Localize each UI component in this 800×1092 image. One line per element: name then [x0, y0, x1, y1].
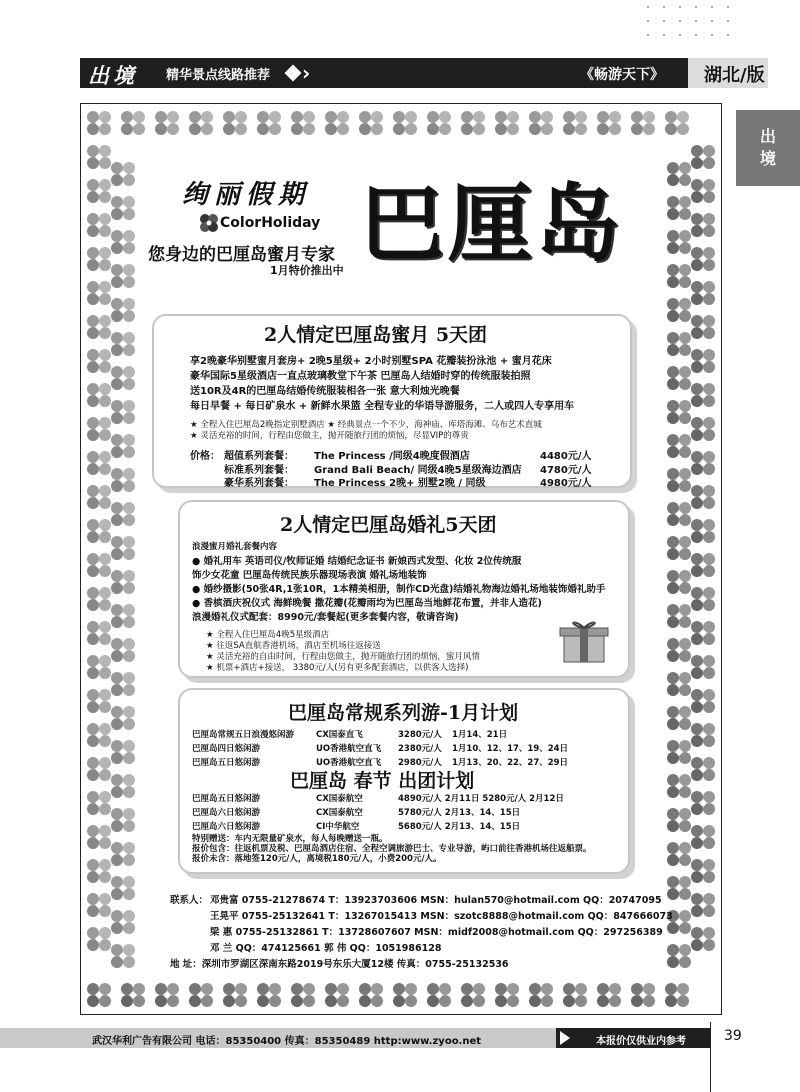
fine-print: 报价包含：往返机票及税、巴厘岛酒店住宿、全程空调旅游巴士、专业导游，屿口前往香港机场往返船票。 [192, 844, 592, 854]
flower-ornament-icon [110, 637, 136, 663]
flower-ornament-icon [86, 654, 112, 680]
flower-ornament-icon [690, 926, 716, 952]
flower-ornament-icon [222, 110, 248, 136]
flower-ornament-icon [110, 195, 136, 221]
spring-tour-airline: CX国泰航空 [316, 808, 363, 818]
flower-ornament-icon [188, 982, 214, 1008]
flower-ornament-icon [110, 297, 136, 323]
page-number: 39 [724, 1028, 742, 1044]
flower-ornament-icon [666, 229, 692, 255]
tour-dates: 1月13、20、22、27、29日 [452, 758, 569, 768]
tour-airline: UO香港航空直飞 [316, 744, 382, 754]
tour-name: 巴厘岛五日悠闲游 [192, 758, 261, 768]
flower-ornament-icon [666, 195, 692, 221]
magazine-name: 《畅游天下》 [580, 67, 664, 83]
flower-ornament-icon [86, 314, 112, 340]
arrow-right-icon [560, 1031, 570, 1045]
flower-ornament-icon [690, 416, 716, 442]
flower-ornament-icon [86, 212, 112, 238]
wedding-line: 饰少女花童 巴厘岛传统民族乐器现场表演 婚礼场地装饰 [192, 570, 427, 581]
flower-ornament-icon [690, 280, 716, 306]
company-address: 地 址：深圳市罗湖区深南东路2019号东乐大厦12楼 传真：0755-25132536 [170, 959, 509, 970]
flower-ornament-icon [690, 450, 716, 476]
flower-ornament-icon [666, 875, 692, 901]
flower-ornament-icon [528, 982, 554, 1008]
fine-print: 报价未含：落地签120元/人，离境税180元/人，小费200元/人。 [192, 854, 442, 864]
wedding-intro: 浪漫蜜月婚礼套餐内容 [192, 542, 278, 552]
promo-subtitle: 1月特价推出中 [270, 264, 344, 277]
flower-ornament-icon [110, 399, 136, 425]
flower-ornament-icon [86, 110, 112, 136]
flower-ornament-icon [690, 586, 716, 612]
flower-ornament-icon [494, 982, 520, 1008]
flower-ornament-icon [86, 722, 112, 748]
flower-ornament-icon [120, 982, 146, 1008]
tour-airline: UO香港航空直飞 [316, 758, 382, 768]
flower-ornament-icon [86, 280, 112, 306]
section-header-bar [80, 58, 766, 88]
destination-title: 巴厘岛 [360, 174, 625, 273]
flower-ornament-icon [690, 484, 716, 510]
gift-box-icon [556, 618, 612, 664]
flower-ornament-icon [110, 773, 136, 799]
flower-ornament-icon [690, 178, 716, 204]
wedding-title: 2人情定巴厘岛婚礼5天团 [280, 514, 497, 536]
spring-tour-airline: CX国泰航空 [316, 794, 363, 804]
wedding-note: ★ 机票+酒店+接送， 3380元/人(另有更多配套酒店，以供客人选择) [206, 663, 469, 673]
flower-ornament-icon [154, 982, 180, 1008]
flower-ornament-icon [426, 110, 452, 136]
flower-ornament-icon [86, 348, 112, 374]
flower-ornament-icon [630, 110, 656, 136]
flower-ornament-icon [110, 161, 136, 187]
flower-ornament-icon [86, 484, 112, 510]
edition-box [688, 58, 768, 88]
flower-ornament-icon [358, 982, 384, 1008]
honeymoon-line: 享2晚豪华别墅蜜月套房+ 2晚5星级+ 2小时别墅SPA 花瓣装扮泳池 + 蜜月花床 [190, 356, 552, 367]
contact-person: 邓贵富 0755-21278674 T：13923703606 MSN：hulan570@hotmail.com QQ：20747095 [210, 895, 662, 906]
flower-ornament-icon [666, 773, 692, 799]
contact-label: 联系人： [170, 895, 209, 906]
wedding-note: ★ 全程入住巴厘岛4晚5星级酒店 [206, 630, 330, 640]
page-footer [0, 1028, 710, 1048]
flower-ornament-icon [666, 263, 692, 289]
flower-ornament-icon [690, 144, 716, 170]
flower-ornament-icon [690, 824, 716, 850]
flower-ornament-icon [110, 433, 136, 459]
flower-ornament-icon [86, 756, 112, 782]
price-hotel: The Princess 2晚+ 别墅2晚 / 同级 [314, 478, 486, 489]
flower-ornament-icon [666, 297, 692, 323]
flower-ornament-icon [110, 229, 136, 255]
footer-disclaimer: 本报价仅供业内参考 [596, 1036, 686, 1047]
flower-ornament-icon [562, 110, 588, 136]
flower-ornament-icon [86, 246, 112, 272]
flower-ornament-icon [86, 926, 112, 952]
honeymoon-note: ★ 灵活充裕的时间，行程由您做主，抛开随旅行团的烦恼，尽显VIP的尊贵 [190, 431, 469, 441]
flower-ornament-icon [666, 569, 692, 595]
flower-ornament-icon [630, 982, 656, 1008]
flower-ornament-icon [256, 982, 282, 1008]
price-tier: 超值系列套餐： [224, 451, 294, 462]
flower-ornament-icon [110, 739, 136, 765]
flower-ornament-icon [188, 110, 214, 136]
flower-ornament-icon [690, 382, 716, 408]
flower-ornament-icon [460, 982, 486, 1008]
wedding-line: ● 婚纱摄影(50张4R,1张10R，1本精美相册，制作CD光盘)结婚礼物海边婚礼场地装饰婚礼助手 [192, 584, 606, 595]
flower-ornament-icon [86, 586, 112, 612]
flower-ornament-icon [110, 943, 136, 969]
flower-ornament-icon [86, 144, 112, 170]
flower-ornament-icon [666, 637, 692, 663]
flower-ornament-icon [392, 110, 418, 136]
flower-ornament-icon [666, 365, 692, 391]
flower-ornament-icon [110, 501, 136, 527]
price-value: 4980元/人 [540, 478, 592, 489]
price-tier: 标准系列套餐： [224, 465, 294, 476]
flower-ornament-icon [690, 518, 716, 544]
flower-ornament-icon [666, 705, 692, 731]
flower-ornament-icon [690, 892, 716, 918]
flower-ornament-icon [86, 416, 112, 442]
contact-person: 王晃平 0755-25132641 T：13267015413 MSN：szotc8888@hotmail.com QQ：847666073 [210, 911, 673, 922]
flower-ornament-icon [110, 365, 136, 391]
price-hotel: The Princess /同级4晚度假酒店 [314, 451, 470, 462]
honeymoon-line: 豪华国际5星级酒店一直点玻璃教堂下午茶 巴厘岛人结婚时穿的传统服装拍照 [190, 371, 531, 382]
contact-person: 邓 兰 QQ：474125661 郭 伟 QQ：1051986128 [210, 943, 442, 954]
flower-ornament-icon [528, 110, 554, 136]
wedding-line: 浪漫婚礼仪式配套：8990元/套餐起(更多套餐内容，敬请咨询) [192, 612, 459, 623]
flower-ornament-icon [690, 858, 716, 884]
spring-tour-name: 巴厘岛六日悠闲游 [192, 822, 261, 832]
flower-ornament-icon [110, 467, 136, 493]
price-value: 4480元/人 [540, 451, 592, 462]
tour-name: 巴厘岛常规五日浪漫悠闲游 [192, 730, 295, 740]
flower-ornament-icon [666, 739, 692, 765]
price-value: 4780元/人 [540, 465, 592, 476]
flower-ornament-icon [494, 110, 520, 136]
contact-person: 梁 惠 0755-25132861 T：13728607607 MSN：midf2008@hotmail.com QQ：297256389 [210, 927, 663, 938]
price-tier: 豪华系列套餐： [224, 478, 294, 489]
wedding-line: ● 香槟酒庆祝仪式 海鲜晚餐 撒花瓣(花瓣雨均为巴厘岛当地鲜花布置，并非人造花) [192, 598, 542, 609]
section-logo: 出境 [88, 63, 138, 88]
flower-ornament-icon [666, 535, 692, 561]
flower-ornament-icon [86, 178, 112, 204]
flower-ornament-icon [110, 331, 136, 357]
edition-label: 湖北/版 [704, 65, 765, 86]
flower-ornament-icon [110, 841, 136, 867]
tour-name: 巴厘岛四日悠闲游 [192, 744, 261, 754]
flower-ornament-icon [86, 518, 112, 544]
flower-ornament-icon [290, 110, 316, 136]
flower-ornament-icon [86, 892, 112, 918]
wedding-note: ★ 往返SA直航香港机场，酒店至机场往返接送 [206, 641, 381, 651]
flower-ornament-icon [86, 790, 112, 816]
wedding-line: ● 婚礼用车 英语司仪/牧师证婚 结婚纪念证书 新娘西式发型、化妆 2位传统服 [192, 556, 522, 567]
flower-ornament-icon [324, 110, 350, 136]
tour-price: 2380元/人 [398, 744, 442, 754]
honeymoon-line: 送10R及4R的巴厘岛结婚传统服装相各一张 意大利烛光晚餐 [190, 386, 460, 397]
brand-slogan: 您身边的巴厘岛蜜月专家 [148, 245, 335, 265]
spring-tour-airline: CI中华航空 [316, 822, 360, 832]
decorative-dots [640, 0, 730, 48]
flower-ornament-icon [86, 982, 112, 1008]
flower-ornament-icon [290, 982, 316, 1008]
tour-airline: CX国泰直飞 [316, 730, 363, 740]
flower-ornament-icon [690, 314, 716, 340]
flower-ornament-icon [222, 982, 248, 1008]
flower-ornament-icon [86, 858, 112, 884]
spring-tour-name: 巴厘岛五日悠闲游 [192, 794, 261, 804]
flower-ornament-icon [86, 688, 112, 714]
flower-ornament-icon [110, 569, 136, 595]
price-label: 价格： [190, 451, 220, 462]
honeymoon-line: 每日早餐 + 每日矿泉水 + 新鲜水果篮 全程专业的华语导游服务，二人或四人专享用车 [190, 401, 575, 412]
flower-ornament-icon [110, 909, 136, 935]
regular-tours-title: 巴厘岛常规系列游-1月计划 [288, 702, 519, 724]
flower-ornament-icon [596, 982, 622, 1008]
flower-ornament-icon [666, 671, 692, 697]
flower-ornament-icon [690, 348, 716, 374]
tour-price: 2980元/人 [398, 758, 442, 768]
divider-line [710, 1022, 711, 1092]
flower-ornament-icon [690, 620, 716, 646]
flower-ornament-icon [690, 722, 716, 748]
flower-ornament-icon [666, 161, 692, 187]
flower-ornament-icon [664, 110, 690, 136]
price-hotel: Grand Bali Beach/ 同级4晚5星级海边酒店 [314, 465, 522, 476]
brand-name-cn: 绚丽假期 [182, 180, 311, 210]
flower-ornament-icon [690, 212, 716, 238]
flower-ornament-icon [110, 671, 136, 697]
honeymoon-note: ★ 全程入住巴厘岛2晚指定别墅酒店 ★ 经典景点一个不少，海神庙、库塔海滩、乌布艺术直城 [190, 420, 542, 430]
wedding-note: ★ 灵活充裕的自由时间，行程由您做主，抛开随旅行团的烦恼，蜜月风情 [206, 652, 480, 662]
flower-ornament-icon [392, 982, 418, 1008]
spring-tour-price: 5680元/人 2月13、14、15日 [398, 822, 521, 832]
flower-ornament-icon [666, 467, 692, 493]
flower-ornament-icon [666, 807, 692, 833]
flower-ornament-icon [110, 603, 136, 629]
flower-ornament-icon [666, 943, 692, 969]
tour-dates: 1月10、12、17、19、24日 [452, 744, 569, 754]
diamond-icon [285, 65, 302, 82]
flower-ornament-icon [110, 875, 136, 901]
flower-logo-icon [198, 212, 220, 234]
side-section-tab: 出 境 [736, 110, 800, 186]
flower-ornament-icon [690, 790, 716, 816]
tour-dates: 1月14、21日 [452, 730, 508, 740]
flower-ornament-icon [110, 535, 136, 561]
flower-ornament-icon [666, 399, 692, 425]
flower-ornament-icon [666, 501, 692, 527]
flower-ornament-icon [256, 110, 282, 136]
spring-festival-title: 巴厘岛 春节 出团计划 [290, 770, 475, 792]
flower-ornament-icon [690, 756, 716, 782]
flower-ornament-icon [110, 263, 136, 289]
flower-ornament-icon [86, 824, 112, 850]
brand-name-en: ColorHoliday [220, 215, 321, 231]
flower-ornament-icon [86, 450, 112, 476]
flower-ornament-icon [666, 331, 692, 357]
flower-ornament-icon [358, 110, 384, 136]
flower-ornament-icon [110, 705, 136, 731]
flower-ornament-icon [690, 688, 716, 714]
spring-tour-price: 5780元/人 2月13、14、15日 [398, 808, 521, 818]
flower-ornament-icon [154, 110, 180, 136]
flower-ornament-icon [426, 982, 452, 1008]
flower-ornament-icon [110, 807, 136, 833]
flower-ornament-icon [664, 982, 690, 1008]
flower-ornament-icon [596, 110, 622, 136]
flower-ornament-icon [666, 603, 692, 629]
fine-print: 特别赠送：车内无限量矿泉水，每人每晚赠送一瓶。 [192, 834, 388, 844]
flower-ornament-icon [690, 552, 716, 578]
flower-ornament-icon [120, 110, 146, 136]
chevron-right-icon: › [302, 61, 311, 85]
flower-ornament-icon [86, 382, 112, 408]
honeymoon-title: 2人情定巴厘岛蜜月 5天团 [264, 324, 488, 346]
flower-ornament-icon [666, 841, 692, 867]
spring-tour-name: 巴厘岛六日悠闲游 [192, 808, 261, 818]
section-tagline: 精华景点线路推荐 [166, 68, 271, 83]
flower-ornament-icon [460, 110, 486, 136]
flower-ornament-icon [324, 982, 350, 1008]
flower-ornament-icon [86, 552, 112, 578]
flower-ornament-icon [562, 982, 588, 1008]
flower-ornament-icon [666, 433, 692, 459]
footer-publisher-info: 武汉华利广告有限公司 电话：85350400 传真：85350489 http:www.zyoo.net [92, 1036, 482, 1047]
flower-ornament-icon [690, 654, 716, 680]
spring-tour-price: 4890元/人 2月11日 5280元/人 2月12日 [398, 794, 564, 804]
flower-ornament-icon [690, 246, 716, 272]
tour-price: 3280元/人 [398, 730, 442, 740]
flower-ornament-icon [86, 620, 112, 646]
